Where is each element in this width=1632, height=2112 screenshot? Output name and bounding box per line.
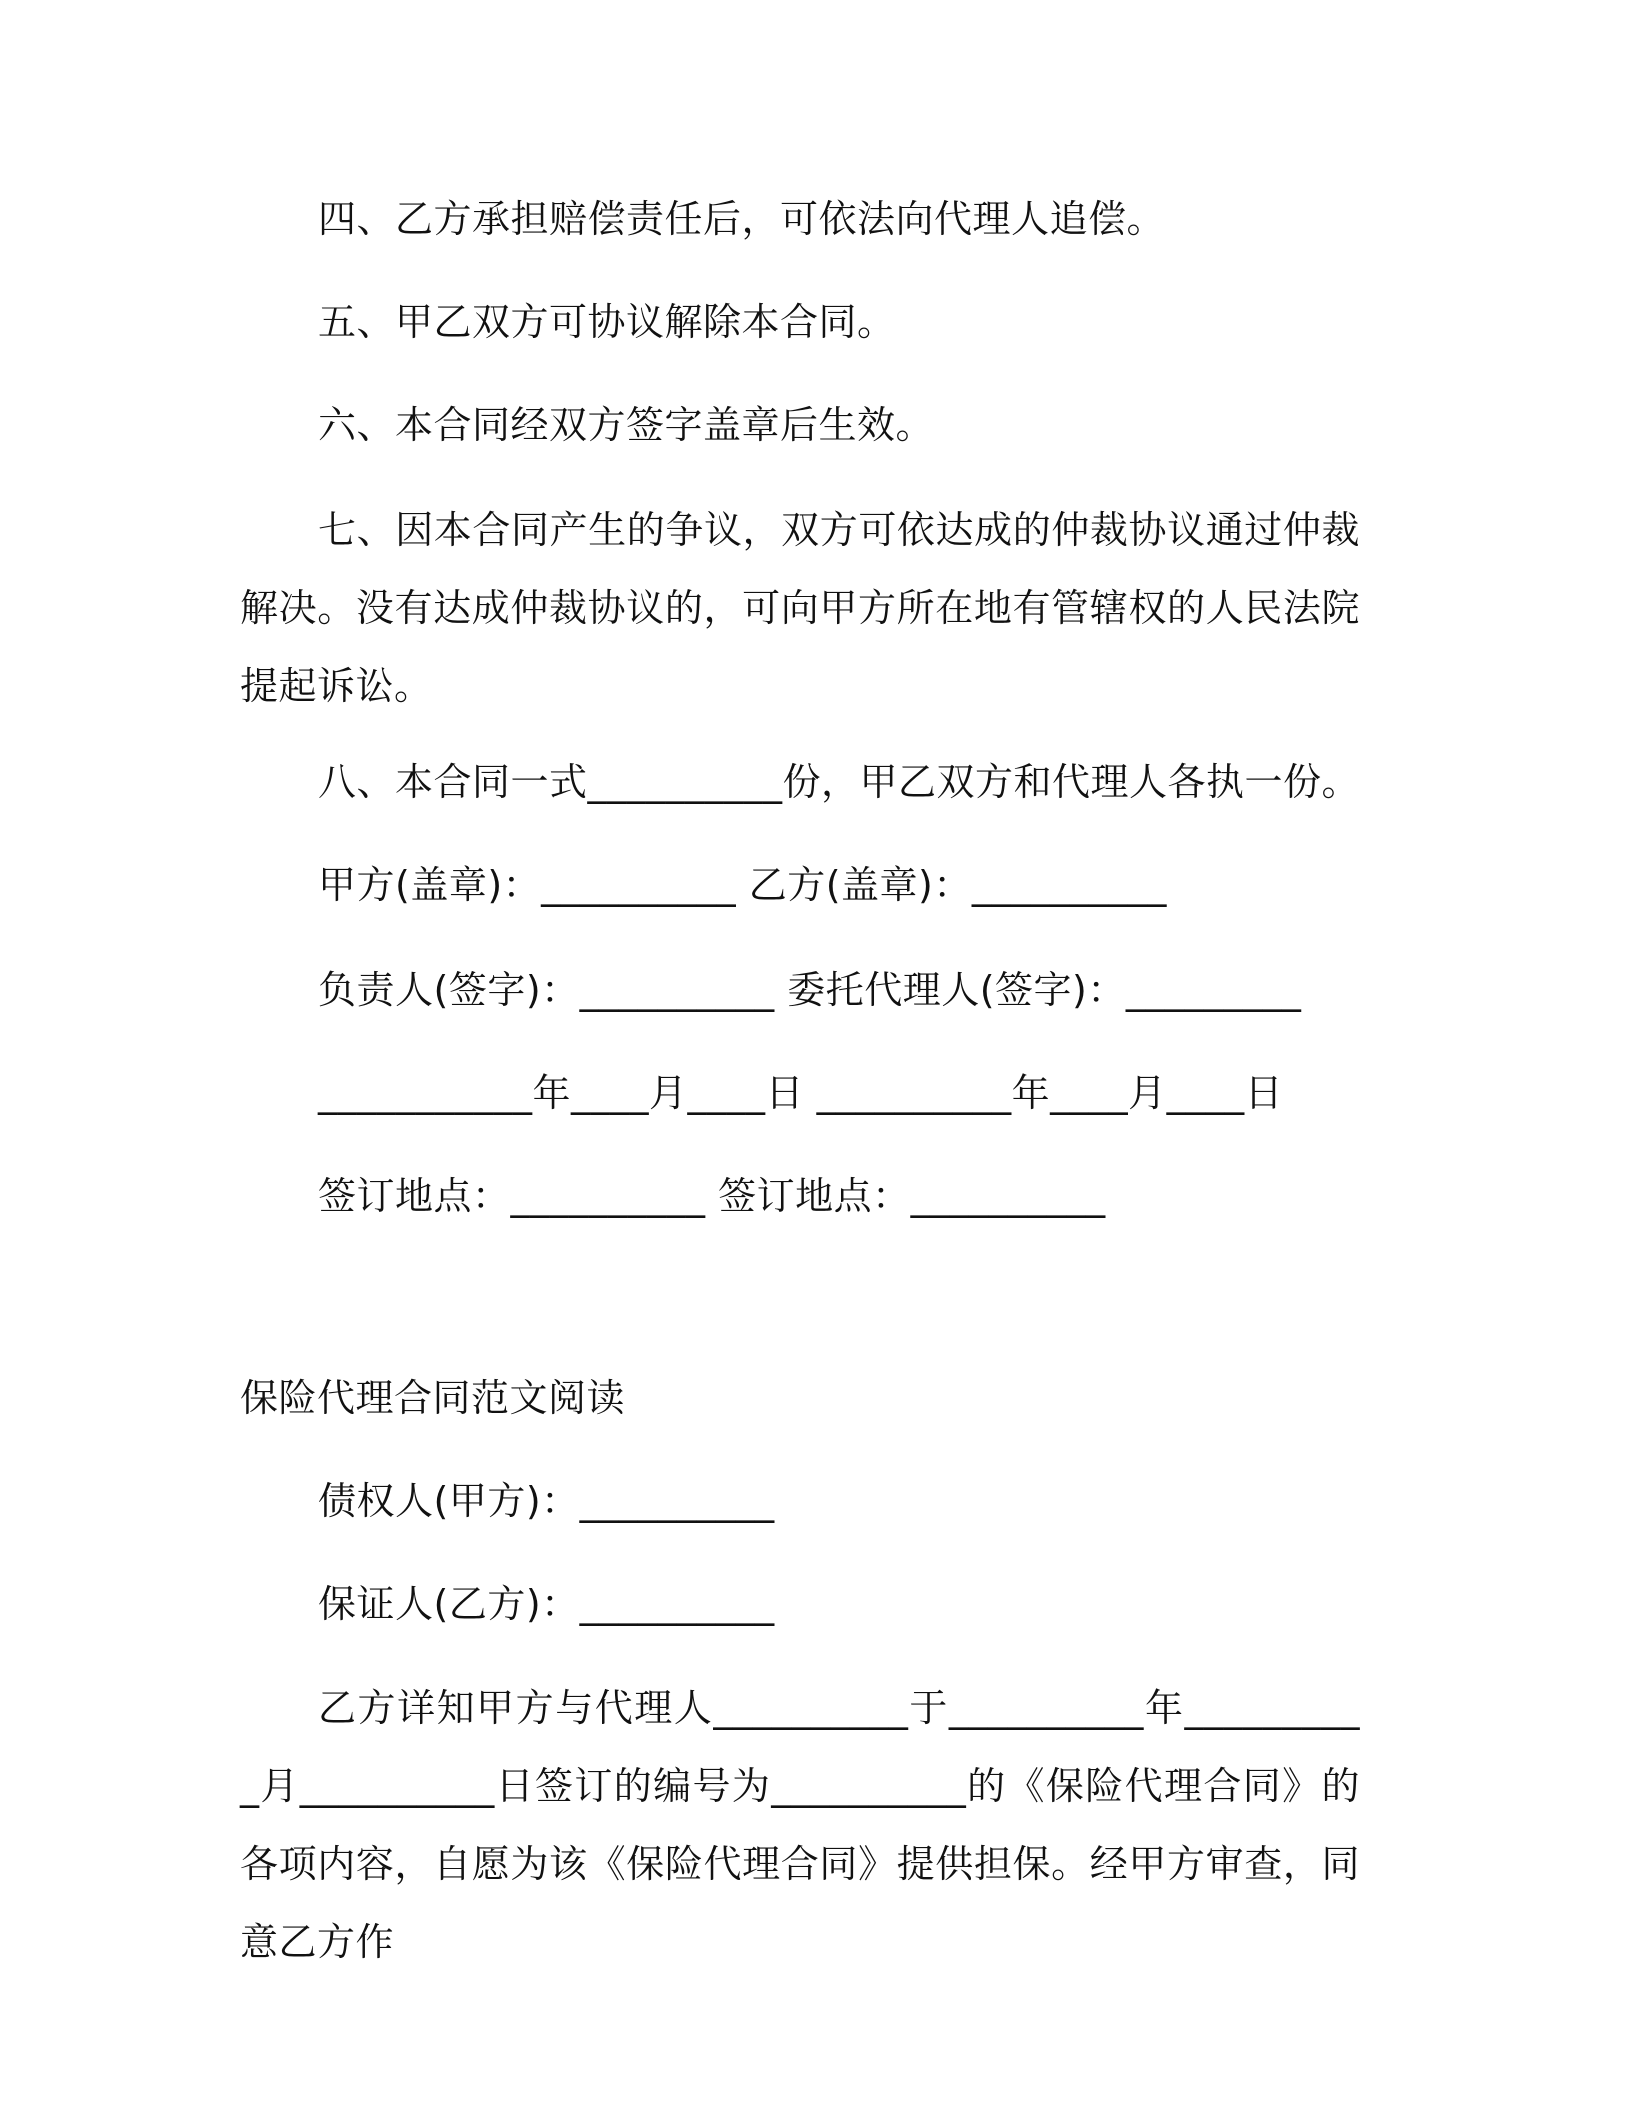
dates-line: ___________年____月____日 __________年____月____日 <box>318 1071 1284 1115</box>
clause-6: 六、本合同经双方签字盖章后生效。 <box>318 403 935 447</box>
signing-locations-line: 签订地点：__________ 签订地点：__________ <box>318 1174 1106 1218</box>
section-title: 保险代理合同范文阅读 <box>240 1376 626 1420</box>
guarantor-line: 保证人(乙方)：__________ <box>318 1582 775 1626</box>
party-seals-line: 甲方(盖章)：__________ 乙方(盖章)：__________ <box>318 863 1167 907</box>
creditor-line: 债权人(甲方)：__________ <box>318 1479 775 1523</box>
clause-5: 五、甲乙双方可协议解除本合同。 <box>318 300 896 344</box>
clause-8: 八、本合同一式__________份，甲乙双方和代理人各执一份。 <box>318 760 1361 804</box>
guarantee-paragraph: 乙方详知甲方与代理人__________于__________年__________月__________日签订的编号为__________的《保险代理合同》的各项内容，自愿为该《保险代理合同》提供担保。经甲方审查，同意乙方作 <box>240 1686 1360 1964</box>
responsible-persons-line: 负责人(签字)：__________ 委托代理人(签字)：_________ <box>318 968 1302 1012</box>
clause-4: 四、乙方承担赔偿责任后，可依法向代理人追偿。 <box>318 197 1166 241</box>
clause-7: 七、因本合同产生的争议，双方可依达成的仲裁协议通过仲裁解决。没有达成仲裁协议的，可向甲方所在地有管辖权的人民法院提起诉讼。 <box>240 508 1360 708</box>
